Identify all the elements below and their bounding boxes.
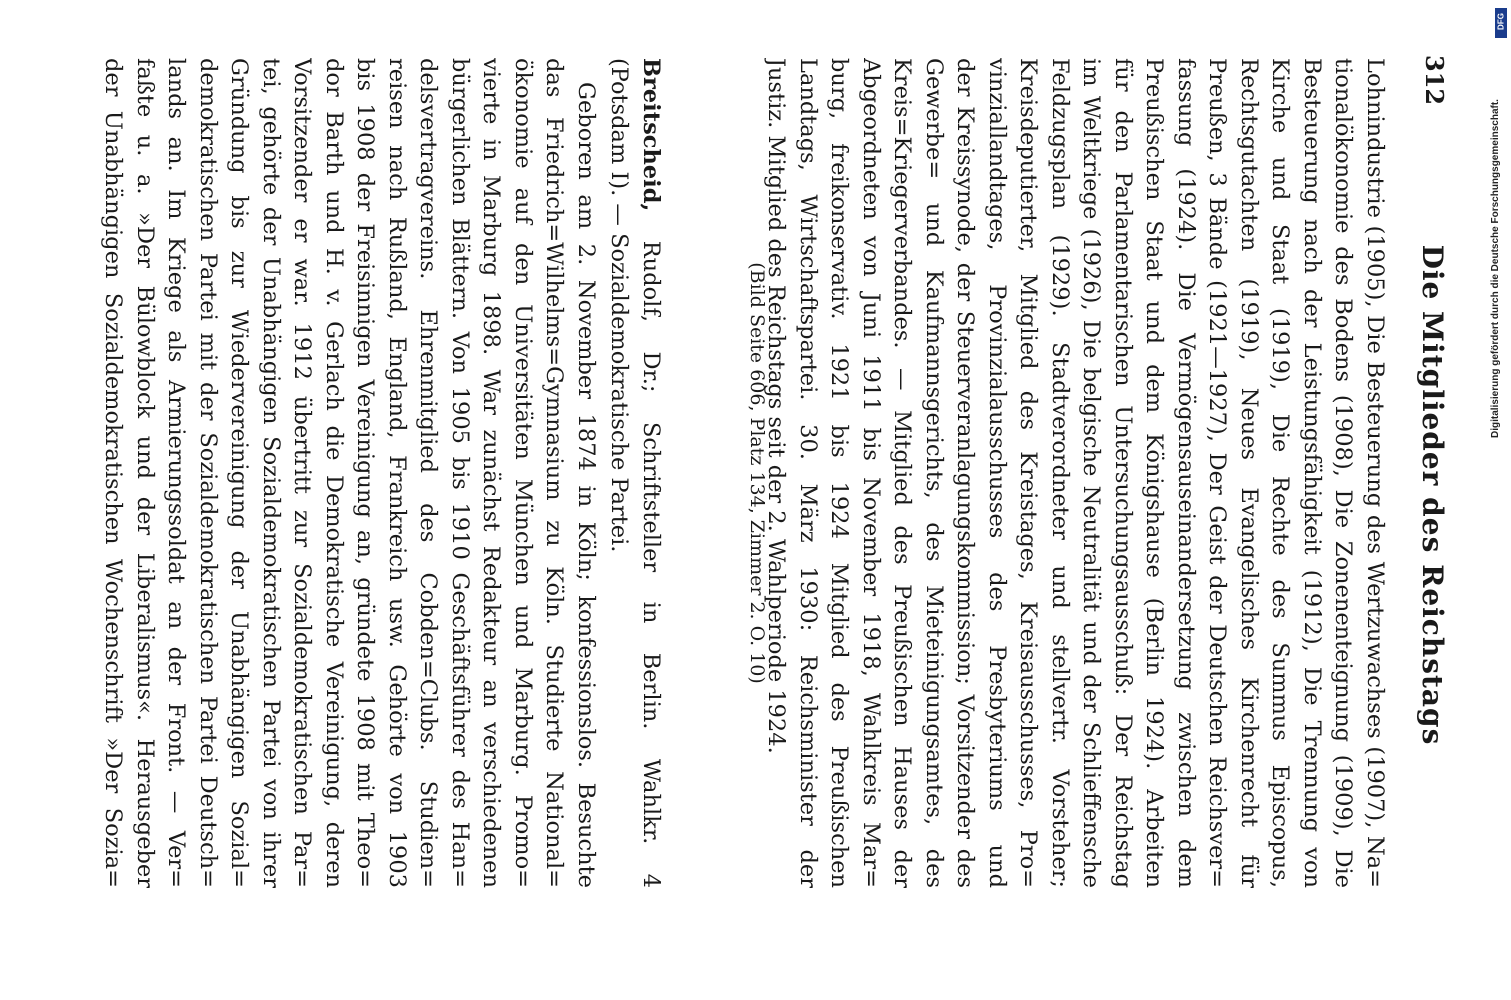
text-line: bürgerlichen Blättern. Von 1905 bis 1910 Geschäftsführer des Han= xyxy=(447,58,473,888)
text-line: lands an. Im Kriege als Armierungssoldat an der Front. — Ver= xyxy=(163,58,190,888)
dfg-logo-text: DFG xyxy=(1496,13,1506,30)
credit-text: Digitalisierung gefördert durch die Deutsche Forschungsgemeinschaft. xyxy=(1490,99,1501,438)
page-number: 312 xyxy=(1420,55,1449,106)
text-line: ökonomie auf den Universitäten München und Marburg. Promo= xyxy=(510,58,536,888)
entry-party-line: (Potsdam I). — Sozialdemokratische Partei. xyxy=(606,58,633,553)
text-line: Kreisdeputierter, Mitglied des Kreistages, Kreisausschusses, Pro= xyxy=(1015,58,1042,888)
text-line: tionalökonomie des Bodens (1908), Die Zonenenteignung (1909), Die xyxy=(1330,58,1357,888)
text-line: fassung (1924). Die Vermögensauseinandersetzung zwischen dem xyxy=(1173,58,1199,888)
text-line: Justiz. Mitglied des Reichstags seit der 2. Wahlperiode 1924. xyxy=(763,58,790,754)
text-line: reisen nach Rußland, England, Frankreich usw. Gehörte von 1903 xyxy=(384,58,410,888)
text-line: demokratischen Partei mit der Sozialdemokratischen Partei Deutsch= xyxy=(195,58,221,888)
text-line: Landtags, Wirtschaftspartei. 30. März 1930: Reichsminister der xyxy=(795,58,821,888)
text-line: dor Barth und H. v. Gerlach die Demokratische Vereinigung, deren xyxy=(321,58,347,888)
text-line: Kirche und Staat (1919), Die Rechte des Summus Episcopus, xyxy=(1267,58,1294,888)
text-line: für den Parlamentarischen Untersuchungsausschuß: Der Reichstag xyxy=(1110,58,1136,888)
digitization-credit xyxy=(1490,8,1506,448)
text-line: bis 1908 der Freisinnigen Vereinigung an, gründete 1908 mit Theo= xyxy=(352,58,379,888)
text-line: Besteuerung nach der Leistungsfähigkeit (1912), Die Trennung von xyxy=(1299,58,1325,888)
text-line: der Unabhängigen Sozialdemokratischen Wochenschrift »Der Sozia= xyxy=(100,58,127,888)
page-header xyxy=(1413,55,1449,935)
text-line: Kreis=Kriegerverbandes. — Mitglied des Preußischen Hauses der xyxy=(889,58,916,888)
text-line: vierte in Marburg 1898. War zunächst Redakteur an verschiedenen xyxy=(478,58,505,888)
text-line: Preußen, 3 Bände (1921—1927), Der Geist der Deutschen Reichsver= xyxy=(1204,58,1231,888)
dfg-logo xyxy=(1495,8,1507,38)
text-line: faßte u. a. »Der Bülowblock und der Liberalismus«. Herausgeber xyxy=(132,58,158,888)
text-line: burg, freikonservativ. 1921 bis 1924 Mitglied des Preußischen xyxy=(826,58,853,888)
text-line: das Friedrich=Wilhelms=Gymnasium zu Köln. Studierte National= xyxy=(541,58,568,888)
text-line: Feldzugsplan (1929). Stadtverordneter und stellvertr. Vorsteher; xyxy=(1047,58,1073,888)
entry-heading-rest: Rudolf, Dr.; Schriftsteller in Berlin. Wahlkr. 4 xyxy=(638,211,664,888)
text-line: Gewerbe= und Kaufmannsgerichts, des Mieteinigungsamtes, des xyxy=(921,58,947,888)
text-line: Gründung bis zur Wiedervereinigung der Unabhängigen Sozial= xyxy=(226,58,253,888)
entry-heading-line xyxy=(637,58,665,888)
image-reference-caption: (Bild Seite 606, Platz 134, Zimmer 2. O. 10) xyxy=(746,262,768,684)
text-line: Geboren am 2. November 1874 in Köln; konfessionslos. Besuchte xyxy=(573,82,599,888)
running-head: Die Mitglieder des Reichstags xyxy=(1416,244,1449,746)
text-line: Preußischen Staat und dem Königshause (Berlin 1924). Arbeiten xyxy=(1141,58,1168,888)
entry-name: Breitscheid, xyxy=(638,58,664,212)
text-line: der Kreissynode, der Steuerveranlagungskommission; Vorsitzender des xyxy=(952,58,979,888)
text-line: vinziallandtages, Provinzialausschusses des Presbyteriums und xyxy=(984,58,1010,888)
text-line: delsvertragvereins. Ehrenmitglied des Cobden=Clubs. Studien= xyxy=(415,58,442,888)
text-line: im Weltkriege (1926), Die belgische Neutralität und der Schlieffensche xyxy=(1078,58,1105,888)
text-line: Abgeordneten von Juni 1911 bis November 1918, Wahlkreis Mar= xyxy=(858,58,884,888)
text-line: Vorsitzender er war. 1912 übertritt zur Sozialdemokratischen Par= xyxy=(289,58,316,888)
text-line: Rechtsgutachten (1919), Neues Evangelisches Kirchenrecht für xyxy=(1236,58,1262,888)
text-line: Lohnindustrie (1905), Die Besteuerung des Wertzuwachses (1907), Na= xyxy=(1362,58,1388,888)
text-line: tei, gehörte der Unabhängigen Sozialdemokratischen Partei von ihrer xyxy=(258,58,284,888)
